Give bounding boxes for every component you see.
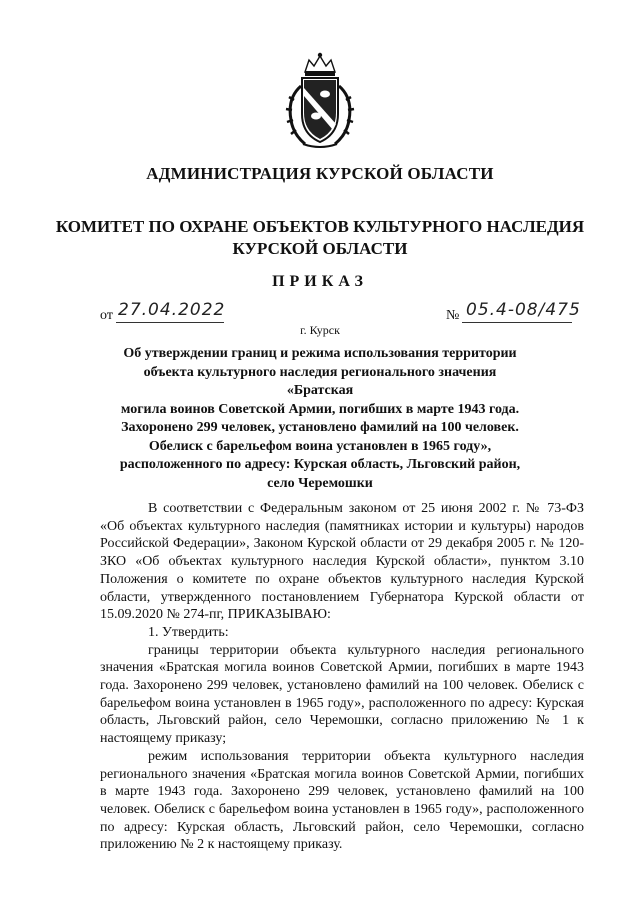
committee-heading-line2: КУРСКОЙ ОБЛАСТИ	[232, 239, 408, 258]
administration-heading: АДМИНИСТРАЦИЯ КУРСКОЙ ОБЛАСТИ	[146, 164, 494, 183]
title-line: объекта культурного наследия регионального значения «Братская	[143, 364, 497, 398]
title-line: расположенного по адресу: Курская область, Льговский район,	[119, 457, 521, 472]
order-subject-title	[110, 345, 530, 493]
city-label: г. Курск	[300, 323, 340, 337]
body-paragraph-preamble: В соответствии с Федеральным законом от 25 июня 2002 г. № 73-ФЗ «Об объектах культурного наследия (памятниках истории и культуры) народов Российской Федерации», Законом Курской области от 29 декабря 2005 г. № 120-ЗКО «Об объектах культурного наследия Курской области», пунктом 3.10 Положения о комитете по охране объектов культурного наследия Курской области, утвержденного постановлением Губернатора Курской области от 15.09.2020 № 274-пг, ПРИКАЗЫВАЮ:	[100, 501, 584, 623]
handwritten-number: 05.4-08/475	[466, 300, 581, 320]
number-label: №	[446, 308, 460, 323]
committee-heading	[0, 216, 640, 260]
title-line: могила воинов Советской Армии, погибших в марте 1943 года.	[120, 401, 520, 417]
body-paragraph-item-1: 1. Утвердить:	[148, 624, 229, 640]
order-title: ПРИКАЗ	[272, 273, 368, 290]
handwritten-date: 27.04.2022	[118, 300, 226, 320]
title-line: село Черемошки	[267, 475, 373, 491]
body-paragraph-regime: режим использования территории объекта культурного наследия регионального значения «Братская могила воинов Советской Армии, погибших в марте 1943 года. Захоронено 299 человек, установлено фамилий на 100 человек. Обелиск с барельефом воина установлен в 1965 году», расположенного по адресу: Курская область, Льговский район, село Черемошки, согласно приложению № 2 к настоящему приказу.	[100, 748, 584, 853]
body-paragraph-boundaries: границы территории объекта культурного наследия регионального значения «Братская могила воинов Советской Армии, погибших в марте 1943 года. Захоронено 299 человек, установлено фамилий на 100 человек. Обелиск с барельефом воина установлен в 1965 году», расположенного по адресу: Курская область, Льговский район, село Черемошки, согласно приложению № 1 к настоящему приказу;	[100, 642, 584, 747]
title-line: Захоронено 299 человек, установлено фамилий на 100 человек.	[121, 420, 519, 435]
committee-heading-line1: КОМИТЕТ ПО ОХРАНЕ ОБЪЕКТОВ КУЛЬТУРНОГО НАСЛЕДИЯ	[55, 217, 585, 236]
title-line: Об утверждении границ и режима использования территории	[123, 346, 517, 361]
date-label: от	[100, 308, 113, 323]
order-body	[100, 500, 584, 854]
title-line: Обелиск с барельефом воина установлен в 1965 году»,	[148, 438, 492, 454]
coat-of-arms-icon	[283, 50, 357, 152]
